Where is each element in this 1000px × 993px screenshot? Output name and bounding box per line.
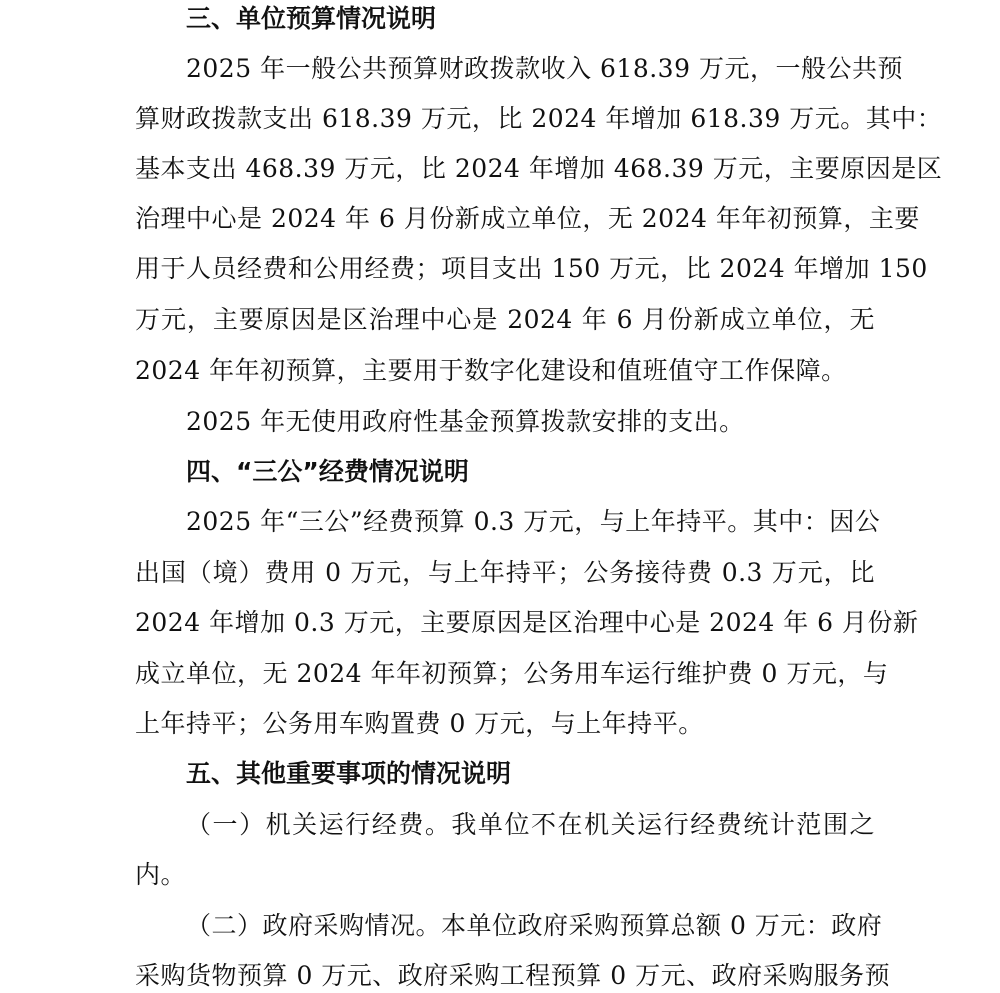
section-3-line-4: 治理中心是 2024 年 6 月份新成立单位，无 2024 年年初预算，主要 (135, 204, 920, 233)
section-4-line-4: 成立单位，无 2024 年年初预算；公务用车运行维护费 0 万元，与 (135, 659, 889, 688)
section-3-line-5: 用于人员经费和公用经费；项目支出 150 万元，比 2024 年增加 150 (135, 254, 928, 283)
section-5-heading: 五、其他重要事项的情况说明 (186, 759, 512, 788)
section-3-line-3: 基本支出 468.39 万元，比 2024 年增加 468.39 万元，主要原因是区 (135, 154, 943, 183)
section-3-heading: 三、单位预算情况说明 (186, 4, 437, 33)
section-3-line-6: 万元，主要原因是区治理中心是 2024 年 6 月份新成立单位，无 (135, 305, 875, 334)
section-4-heading: 四、“三公”经费情况说明 (186, 457, 469, 486)
section-4-line-2: 出国（境）费用 0 万元，与上年持平；公务接待费 0.3 万元，比 (135, 558, 875, 587)
section-5-item-2-line-2: 采购货物预算 0 万元、政府采购工程预算 0 万元、政府采购服务预 (135, 961, 891, 990)
section-5-item-1-line-2: 内。 (135, 860, 187, 889)
section-3-line-2: 算财政拨款支出 618.39 万元，比 2024 年增加 618.39 万元。其中： (135, 104, 943, 133)
section-5-item-2-line-1: （二）政府采购情况。本单位政府采购预算总额 0 万元：政府 (186, 911, 883, 940)
section-3-line-7: 2024 年年初预算，主要用于数字化建设和值班值守工作保障。 (135, 356, 847, 385)
section-4-line-5: 上年持平；公务用车购置费 0 万元，与上年持平。 (135, 709, 704, 738)
section-5-item-1-line-1: （一）机关运行经费。我单位不在机关运行经费统计范围之 (186, 810, 875, 839)
section-3-fund-line: 2025 年无使用政府性基金预算拨款安排的支出。 (186, 407, 745, 436)
section-4-line-1: 2025 年“三公”经费预算 0.3 万元，与上年持平。其中：因公 (186, 507, 881, 536)
section-3-line-1: 2025 年一般公共预算财政拨款收入 618.39 万元，一般公共预 (186, 54, 903, 83)
section-4-line-3: 2024 年增加 0.3 万元，主要原因是区治理中心是 2024 年 6 月份新 (135, 608, 919, 637)
